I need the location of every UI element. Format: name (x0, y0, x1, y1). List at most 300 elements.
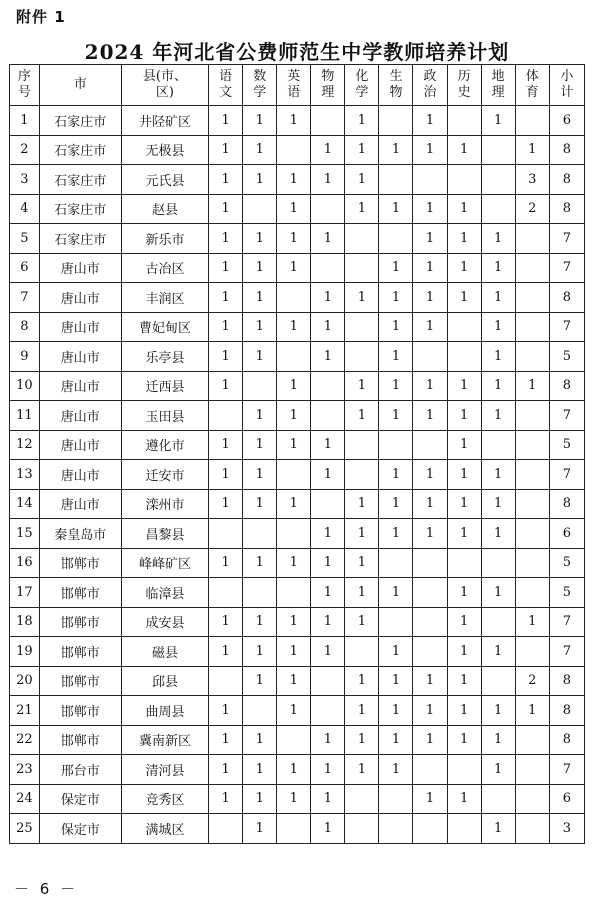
table-cell (311, 371, 345, 401)
column-header (447, 65, 481, 106)
table-cell: 1 (481, 637, 515, 667)
table-cell (413, 342, 447, 372)
table-cell: 1 (481, 106, 515, 136)
table-cell: 3 (10, 165, 40, 195)
table-cell (277, 725, 311, 755)
table-cell: 11 (10, 401, 40, 431)
table-cell: 石家庄市 (39, 165, 121, 195)
table-row (10, 666, 585, 696)
table-cell: 1 (379, 519, 413, 549)
table-cell (515, 342, 549, 372)
column-header-line: 理 (321, 85, 335, 100)
table-cell: 1 (413, 312, 447, 342)
table-cell: 1 (243, 637, 277, 667)
table-cell (481, 666, 515, 696)
table-cell: 1 (481, 401, 515, 431)
table-cell: 1 (311, 165, 345, 195)
table-cell: 1 (243, 401, 277, 431)
table-cell: 5 (10, 224, 40, 254)
table-cell: 1 (345, 283, 379, 313)
table-cell: 7 (549, 755, 584, 785)
table-cell (481, 548, 515, 578)
table-row (10, 194, 585, 224)
table-cell: 1 (447, 401, 481, 431)
column-header-line: 计 (560, 85, 574, 100)
table-cell: 1 (345, 755, 379, 785)
table-cell (209, 814, 243, 844)
table-cell (447, 342, 481, 372)
table-cell (379, 430, 413, 460)
table-cell: 8 (549, 666, 584, 696)
table-cell: 满城区 (121, 814, 208, 844)
column-header (243, 65, 277, 106)
document-title: 2024 年河北省公费师范生中学教师培养计划 (84, 40, 510, 64)
table-cell: 1 (311, 224, 345, 254)
column-header (549, 65, 584, 106)
table-cell: 8 (549, 371, 584, 401)
table-cell: 1 (311, 460, 345, 490)
table-cell: 1 (481, 814, 515, 844)
table-cell: 1 (209, 489, 243, 519)
table-cell (379, 814, 413, 844)
table-cell (379, 548, 413, 578)
column-header-line: 小 (560, 69, 574, 84)
table-cell (345, 224, 379, 254)
table-cell: 1 (515, 607, 549, 637)
table-cell (413, 814, 447, 844)
table-cell (345, 460, 379, 490)
table-cell: 1 (345, 666, 379, 696)
table-cell: 乐亭县 (121, 342, 208, 372)
table-row (10, 371, 585, 401)
table-cell: 15 (10, 519, 40, 549)
table-cell: 1 (345, 489, 379, 519)
table-cell (447, 106, 481, 136)
column-header-line: 地 (491, 69, 505, 84)
table-cell: 邯郸市 (39, 607, 121, 637)
table-row (10, 283, 585, 313)
column-header-line: 学 (253, 85, 267, 100)
table-cell: 1 (379, 489, 413, 519)
table-cell: 4 (10, 194, 40, 224)
table-cell: 9 (10, 342, 40, 372)
table-cell: 1 (311, 342, 345, 372)
table-row (10, 224, 585, 254)
table-cell: 1 (209, 224, 243, 254)
table-cell (515, 224, 549, 254)
table-cell: 1 (277, 607, 311, 637)
table-cell (243, 371, 277, 401)
table-cell: 唐山市 (39, 342, 121, 372)
table-cell: 1 (345, 725, 379, 755)
table-cell (209, 401, 243, 431)
table-cell: 2 (10, 135, 40, 165)
table-cell (277, 135, 311, 165)
table-cell: 1 (277, 637, 311, 667)
table-cell (345, 430, 379, 460)
table-cell: 1 (413, 519, 447, 549)
table-cell (379, 784, 413, 814)
column-header-line: 治 (423, 85, 437, 100)
table-cell: 7 (549, 224, 584, 254)
table-cell (447, 814, 481, 844)
table-cell (311, 696, 345, 726)
table-cell: 1 (311, 784, 345, 814)
table-row (10, 401, 585, 431)
table-cell: 新乐市 (121, 224, 208, 254)
table-cell: 7 (549, 401, 584, 431)
table-cell: 1 (277, 755, 311, 785)
table-cell: 16 (10, 548, 40, 578)
table-cell: 唐山市 (39, 460, 121, 490)
table-cell (515, 106, 549, 136)
table-cell: 1 (345, 165, 379, 195)
table-cell (311, 253, 345, 283)
table-row (10, 607, 585, 637)
table-cell: 1 (277, 371, 311, 401)
table-cell: 1 (379, 755, 413, 785)
table-cell: 20 (10, 666, 40, 696)
table-cell: 邯郸市 (39, 666, 121, 696)
attachment-label: 附件 1 (16, 8, 66, 26)
table-cell (515, 578, 549, 608)
table-cell: 1 (481, 224, 515, 254)
column-header-line: 英 (287, 69, 301, 84)
table-cell: 10 (10, 371, 40, 401)
table-cell: 1 (379, 371, 413, 401)
table-cell: 秦皇岛市 (39, 519, 121, 549)
column-header-line: 历 (457, 69, 471, 84)
table-cell: 7 (549, 460, 584, 490)
table-cell (243, 578, 277, 608)
table-cell: 1 (481, 253, 515, 283)
table-cell: 1 (277, 489, 311, 519)
table-cell: 古冶区 (121, 253, 208, 283)
table-cell: 3 (515, 165, 549, 195)
column-header-line: 物 (321, 69, 335, 84)
table-cell (515, 253, 549, 283)
table-cell: 6 (549, 106, 584, 136)
table-cell: 邯郸市 (39, 725, 121, 755)
table-cell (413, 755, 447, 785)
table-cell: 1 (277, 312, 311, 342)
table-cell: 1 (413, 194, 447, 224)
table-cell (447, 312, 481, 342)
column-header (481, 65, 515, 106)
table-cell (515, 489, 549, 519)
table-cell: 1 (277, 430, 311, 460)
table-cell: 24 (10, 784, 40, 814)
table-cell: 1 (209, 637, 243, 667)
table-cell: 迁安市 (121, 460, 208, 490)
table-cell (413, 430, 447, 460)
table-cell: 1 (413, 725, 447, 755)
table-cell: 1 (243, 814, 277, 844)
table-cell: 保定市 (39, 784, 121, 814)
table-cell (413, 607, 447, 637)
table-cell: 峰峰矿区 (121, 548, 208, 578)
column-header-line: 体 (525, 69, 539, 84)
table-cell: 1 (413, 135, 447, 165)
table-cell: 1 (277, 401, 311, 431)
table-cell: 1 (277, 165, 311, 195)
table-cell: 遵化市 (121, 430, 208, 460)
column-header-line: 生 (389, 69, 403, 84)
table-cell (311, 401, 345, 431)
table-cell (481, 194, 515, 224)
table-cell: 17 (10, 578, 40, 608)
column-header (209, 65, 243, 106)
table-cell: 1 (447, 371, 481, 401)
table-row (10, 342, 585, 372)
column-header-line: 史 (457, 85, 471, 100)
table-cell (345, 312, 379, 342)
table-cell: 丰润区 (121, 283, 208, 313)
column-header (515, 65, 549, 106)
table-cell: 1 (379, 666, 413, 696)
table-cell: 唐山市 (39, 371, 121, 401)
table-cell: 1 (481, 489, 515, 519)
table-cell: 1 (209, 194, 243, 224)
table-cell: 1 (311, 755, 345, 785)
table-row (10, 784, 585, 814)
table-row (10, 165, 585, 195)
table-cell: 1 (345, 607, 379, 637)
table-cell: 1 (243, 312, 277, 342)
table-cell: 1 (209, 460, 243, 490)
table-cell: 1 (311, 814, 345, 844)
table-cell: 1 (481, 342, 515, 372)
table-cell: 1 (447, 194, 481, 224)
table-cell: 1 (345, 401, 379, 431)
table-cell: 1 (311, 607, 345, 637)
table-cell: 1 (447, 578, 481, 608)
table-row (10, 312, 585, 342)
table-cell (209, 519, 243, 549)
table-cell: 滦州市 (121, 489, 208, 519)
table-cell: 1 (515, 696, 549, 726)
table-cell: 唐山市 (39, 283, 121, 313)
table-cell (447, 165, 481, 195)
table-cell: 8 (549, 489, 584, 519)
table-cell (515, 548, 549, 578)
table-cell: 1 (345, 696, 379, 726)
table-cell: 1 (413, 253, 447, 283)
table-cell: 石家庄市 (39, 106, 121, 136)
table-cell: 8 (549, 165, 584, 195)
table-cell: 8 (549, 725, 584, 755)
table-cell (277, 283, 311, 313)
table-cell: 曲周县 (121, 696, 208, 726)
table-cell: 1 (345, 519, 379, 549)
table-cell: 邯郸市 (39, 637, 121, 667)
column-header-line: 化 (355, 69, 369, 84)
table-cell: 2 (515, 666, 549, 696)
table-cell (277, 460, 311, 490)
table-row (10, 696, 585, 726)
table-cell: 曹妃甸区 (121, 312, 208, 342)
table-cell: 石家庄市 (39, 135, 121, 165)
table-cell: 8 (549, 194, 584, 224)
table-cell: 1 (481, 755, 515, 785)
table-cell: 5 (549, 578, 584, 608)
table-row (10, 106, 585, 136)
table-row (10, 578, 585, 608)
table-cell: 1 (209, 312, 243, 342)
table-row (10, 755, 585, 785)
table-cell: 1 (379, 194, 413, 224)
table-cell (345, 253, 379, 283)
table-cell: 19 (10, 637, 40, 667)
table-cell (515, 637, 549, 667)
table-cell: 1 (209, 696, 243, 726)
table-cell: 1 (277, 253, 311, 283)
table-cell: 1 (277, 106, 311, 136)
table-cell: 7 (549, 253, 584, 283)
column-header (277, 65, 311, 106)
table-cell: 1 (379, 135, 413, 165)
table-cell: 1 (243, 784, 277, 814)
table-cell: 1 (311, 578, 345, 608)
table-cell: 1 (243, 253, 277, 283)
table-cell: 1 (243, 607, 277, 637)
column-header (311, 65, 345, 106)
table-cell: 1 (515, 135, 549, 165)
table-cell: 唐山市 (39, 489, 121, 519)
table-cell: 1 (209, 784, 243, 814)
table-cell: 1 (447, 224, 481, 254)
table-cell (277, 578, 311, 608)
table-cell: 1 (345, 578, 379, 608)
table-cell: 邱县 (121, 666, 208, 696)
column-header-line: 语 (287, 85, 301, 100)
table-cell (311, 489, 345, 519)
table-cell: 1 (243, 430, 277, 460)
table-cell (243, 194, 277, 224)
table-cell: 1 (481, 460, 515, 490)
table-cell: 1 (277, 224, 311, 254)
table-cell: 1 (481, 725, 515, 755)
table-cell (515, 460, 549, 490)
table-cell (311, 666, 345, 696)
table-cell (515, 312, 549, 342)
table-row (10, 725, 585, 755)
table-cell (515, 814, 549, 844)
table-cell: 1 (209, 755, 243, 785)
table-cell: 7 (549, 637, 584, 667)
table-cell: 1 (243, 283, 277, 313)
table-cell (379, 165, 413, 195)
column-header-line: 政 (423, 69, 437, 84)
column-header-line: 号 (17, 85, 31, 100)
table-cell: 1 (209, 725, 243, 755)
table-cell: 1 (481, 312, 515, 342)
table-cell: 1 (243, 489, 277, 519)
teacher-plan-table (9, 64, 585, 844)
table-cell (345, 814, 379, 844)
table-cell: 1 (311, 725, 345, 755)
table-cell: 1 (481, 696, 515, 726)
page-number: － 6 － (14, 880, 79, 898)
table-cell (345, 342, 379, 372)
table-cell: 冀南新区 (121, 725, 208, 755)
column-header-line: 育 (525, 85, 539, 100)
table-row (10, 430, 585, 460)
table-cell (243, 519, 277, 549)
table-cell: 1 (243, 106, 277, 136)
table-cell: 1 (10, 106, 40, 136)
table-cell (481, 165, 515, 195)
table-cell: 1 (209, 106, 243, 136)
table-cell (515, 755, 549, 785)
table-cell: 22 (10, 725, 40, 755)
table-cell: 石家庄市 (39, 224, 121, 254)
table-cell: 1 (311, 430, 345, 460)
table-cell: 1 (413, 224, 447, 254)
table-cell: 7 (549, 607, 584, 637)
table-cell: 石家庄市 (39, 194, 121, 224)
table-cell (277, 519, 311, 549)
table-cell: 1 (379, 460, 413, 490)
table-cell: 1 (243, 224, 277, 254)
table-cell: 1 (447, 637, 481, 667)
table-cell: 唐山市 (39, 253, 121, 283)
table-cell: 1 (311, 135, 345, 165)
table-cell: 1 (345, 194, 379, 224)
table-cell: 5 (549, 342, 584, 372)
table-cell (481, 784, 515, 814)
table-cell: 1 (447, 666, 481, 696)
table-cell: 邢台市 (39, 755, 121, 785)
table-cell (515, 401, 549, 431)
table-row (10, 637, 585, 667)
table-cell: 1 (413, 371, 447, 401)
table-cell: 临漳县 (121, 578, 208, 608)
column-header-line: 数 (253, 69, 267, 84)
table-cell: 1 (311, 283, 345, 313)
table-cell: 5 (549, 548, 584, 578)
table-cell: 1 (243, 135, 277, 165)
table-cell (481, 430, 515, 460)
table-cell: 1 (209, 342, 243, 372)
table-cell (413, 578, 447, 608)
table-cell: 1 (447, 460, 481, 490)
table-cell: 1 (447, 253, 481, 283)
table-cell: 8 (10, 312, 40, 342)
column-header (345, 65, 379, 106)
column-header (121, 65, 208, 106)
table-cell: 21 (10, 696, 40, 726)
table-cell: 8 (549, 696, 584, 726)
table-cell: 1 (413, 283, 447, 313)
table-cell: 5 (549, 430, 584, 460)
table-cell: 1 (277, 784, 311, 814)
table-cell (515, 784, 549, 814)
table-cell (413, 548, 447, 578)
table-cell: 1 (277, 548, 311, 578)
table-cell: 井陉矿区 (121, 106, 208, 136)
table-cell: 8 (549, 135, 584, 165)
table-cell: 1 (447, 135, 481, 165)
table-body (10, 106, 585, 844)
table-cell: 1 (379, 696, 413, 726)
column-header-line: 县(市、 (142, 69, 187, 84)
table-cell: 1 (379, 725, 413, 755)
table-cell (209, 578, 243, 608)
table-cell: 2 (515, 194, 549, 224)
table-cell (481, 135, 515, 165)
column-header-line: 序 (17, 69, 31, 84)
